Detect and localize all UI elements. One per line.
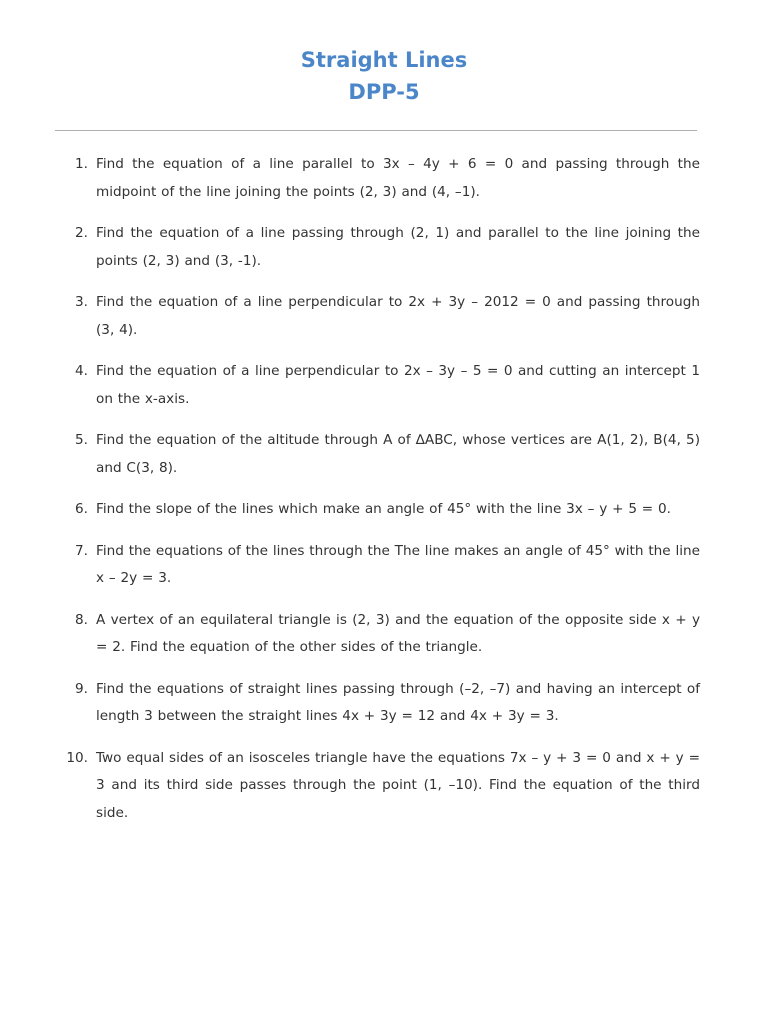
question-item [56, 496, 700, 524]
question-item [56, 745, 700, 828]
page-subtitle: DPP-5 [348, 80, 420, 104]
question-text: A vertex of an equilateral triangle is (2, 3) and the equation of the opposite side x + y = 2. Find the equation of the other sides of the triangle. [96, 611, 700, 655]
question-number: 8. [75, 611, 88, 628]
question-item [56, 676, 700, 731]
question-number: 2. [75, 225, 88, 241]
question-text: Find the slope of the lines which make an angle of 45° with the line 3x – y + 5 = 0. [96, 501, 671, 517]
question-text: Find the equation of a line perpendicular to 2x – 3y – 5 = 0 and cutting an intercept 1 on the x-axis. [96, 363, 700, 407]
question-item [56, 538, 700, 593]
question-item [56, 151, 700, 206]
question-number: 4. [75, 363, 88, 379]
question-text: Find the equation of the altitude through A of ∆ABC, whose vertices are A(1, 2), B(4, 5) and C(3, 8). [96, 432, 700, 476]
question-text: Find the equation of a line passing through (2, 1) and parallel to the line joining the points (2, 3) and (3, -1). [96, 225, 700, 269]
question-text: Find the equations of the lines through the The line makes an angle of 45° with the line x – 2y = 3. [96, 542, 700, 586]
question-item [56, 607, 700, 662]
question-number: 10. [66, 749, 88, 766]
question-number: 6. [75, 501, 88, 517]
question-text: Find the equation of a line parallel to 3x – 4y + 6 = 0 and passing through the midpoint of the line joining the points (2, 3) and (4, –1). [96, 156, 700, 200]
header-divider [55, 130, 697, 131]
question-text: Find the equations of straight lines passing through (–2, –7) and having an intercept of length 3 between the straight lines 4x + 3y = 12 and 4x + 3y = 3. [96, 680, 700, 724]
question-list [56, 151, 700, 841]
question-item [56, 427, 700, 482]
page-title: Straight Lines [300, 48, 468, 72]
question-number: 5. [75, 432, 88, 448]
question-item [56, 358, 700, 413]
question-item [56, 289, 700, 344]
question-text: Find the equation of a line perpendicular to 2x + 3y – 2012 = 0 and passing through (3, 4). [96, 294, 700, 338]
question-item [56, 220, 700, 275]
question-number: 7. [75, 542, 88, 559]
question-number: 3. [75, 294, 88, 310]
question-number: 9. [75, 680, 88, 697]
question-text: Two equal sides of an isosceles triangle have the equations 7x – y + 3 = 0 and x + y = 3 and its third side passes through the point (1, –10). Find the equation of the third side. [96, 749, 700, 821]
question-number: 1. [75, 156, 88, 172]
